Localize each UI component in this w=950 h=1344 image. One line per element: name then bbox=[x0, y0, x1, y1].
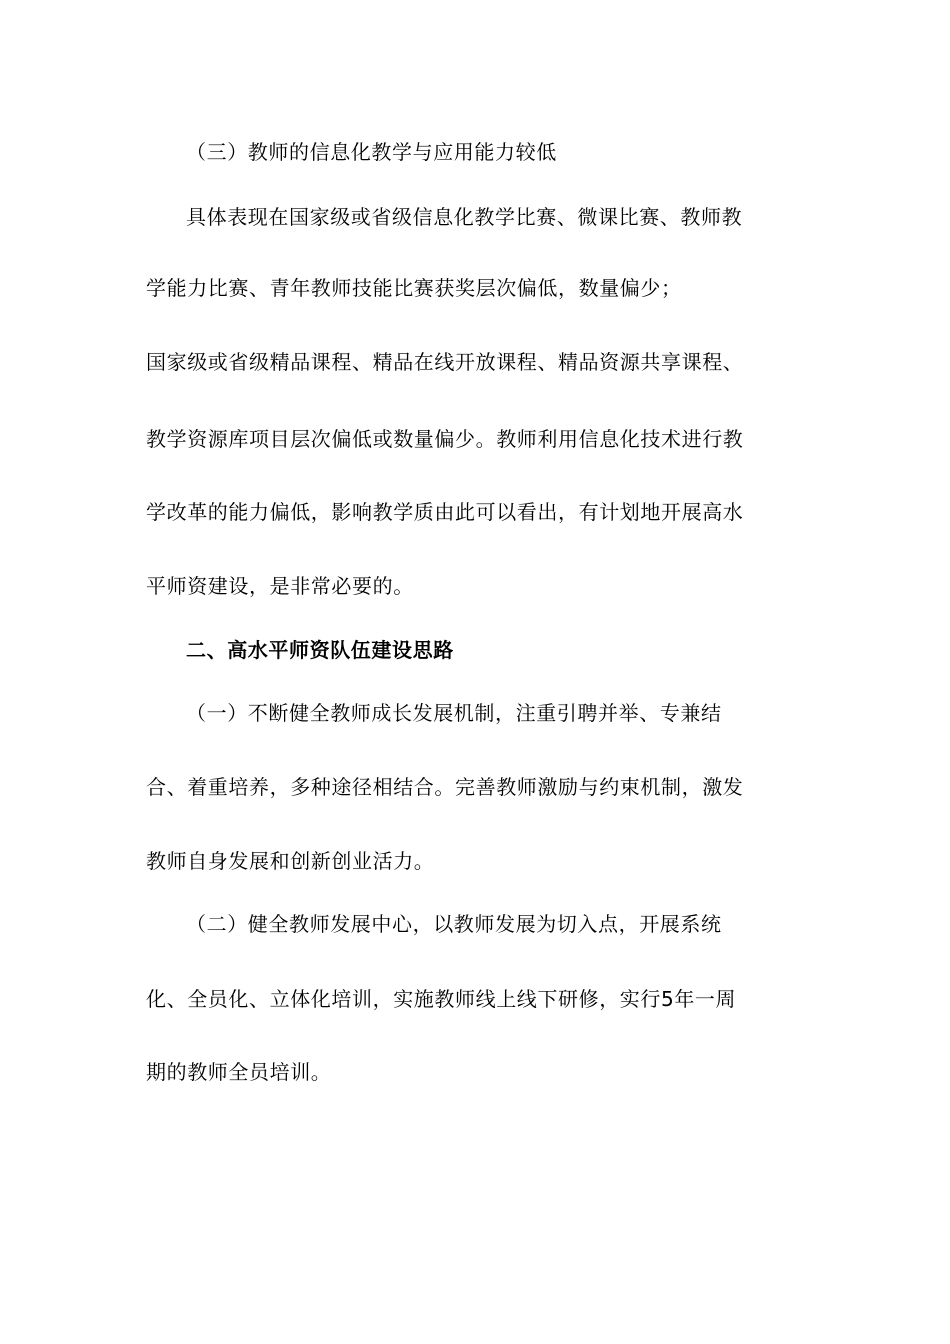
subheading-2: （二）健全教师发展中心，以教师发展为切入点，开展系统 bbox=[186, 912, 722, 936]
paragraph-line: 合、着重培养，多种途径相结合。完善教师激励与约束机制，激发 bbox=[146, 775, 744, 799]
paragraph-line: 具体表现在国家级或省级信息化教学比赛、微课比赛、教师教 bbox=[186, 205, 743, 229]
subheading-1: （一）不断健全教师成长发展机制，注重引聘并举、专兼结 bbox=[186, 701, 722, 725]
subheading-3: （三）教师的信息化教学与应用能力较低 bbox=[186, 140, 557, 164]
paragraph-line: 期的教师全员培训。 bbox=[146, 1060, 332, 1084]
paragraph-line: 学改革的能力偏低，影响教学质由此可以看出，有计划地开展高水 bbox=[146, 500, 744, 524]
paragraph-line: 化、全员化、立体化培训，实施教师线上线下研修，实行5年一周 bbox=[146, 987, 737, 1011]
paragraph-line: 平师资建设，是非常必要的。 bbox=[146, 574, 414, 598]
paragraph-line: 学能力比赛、青年教师技能比赛获奖层次偏低，数量偏少； bbox=[146, 276, 682, 300]
paragraph-line: 教学资源库项目层次偏低或数量偏少。教师利用信息化技术进行教 bbox=[146, 427, 744, 451]
section-heading: 二、高水平师资队伍建设思路 bbox=[186, 638, 454, 662]
paragraph-line: 国家级或省级精品课程、精品在线开放课程、精品资源共享课程、 bbox=[146, 350, 744, 374]
paragraph-line: 教师自身发展和创新创业活力。 bbox=[146, 849, 435, 873]
